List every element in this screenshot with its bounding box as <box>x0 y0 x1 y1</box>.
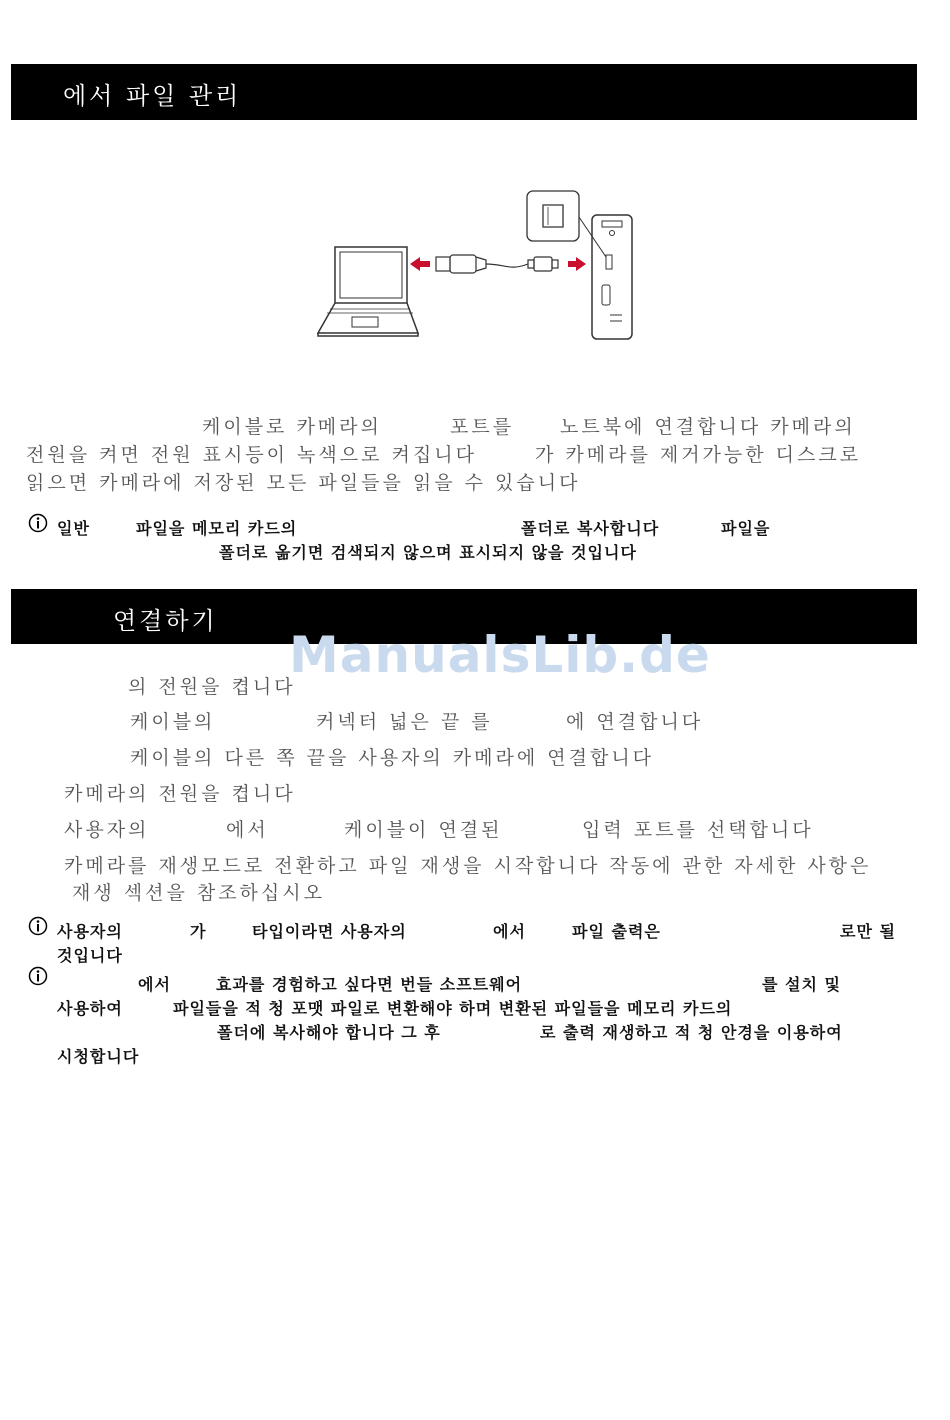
connection-illustration <box>310 185 650 345</box>
note1-line1-c: 폴더로 복사합니다 <box>521 519 660 538</box>
section-title: 연결하기 <box>113 607 218 635</box>
arrow-to-camera-icon <box>568 257 586 271</box>
step2-a: 케이블의 <box>130 711 216 733</box>
step2-b: 커넥터 넓은 끝 를 <box>316 711 493 733</box>
note1-line1-a: 일반 <box>57 519 90 538</box>
note2-line1-d: 에서 <box>493 922 526 941</box>
step5-a: 사용자의 <box>64 819 150 841</box>
note1-line2: 폴더로 옮기면 검색되지 않으며 표시되지 않을 것입니다 <box>219 543 637 562</box>
para1-line1-a: 케이블로 카메라의 <box>202 416 382 438</box>
step6-line2: 재생 섹션을 참조하십시오 <box>72 882 325 904</box>
step3: 케이블의 다른 쪽 끝을 사용자의 카메라에 연결합니다 <box>130 747 655 769</box>
section-header-file-management <box>11 64 917 120</box>
camera-icon <box>592 215 632 339</box>
port-detail-icon <box>527 191 606 257</box>
para1-line3: 읽으면 카메라에 저장된 모든 파일들을 읽을 수 있습니다 <box>26 472 581 494</box>
step5-b: 에서 <box>226 819 269 841</box>
note1-line1-b: 파일을 메모리 카드의 <box>136 519 298 538</box>
note3-line3-b: 로 출력 재생하고 적 청 안경을 이용하여 <box>540 1023 843 1042</box>
note2-line1-c: 타입이라면 사용자의 <box>252 922 407 941</box>
note3-line2-b: 파일들을 적 청 포맷 파일로 변환해야 하며 변환된 파일들을 메모리 카드의 <box>173 999 733 1018</box>
para1-line2-b: 가 카메라를 제거가능한 디스크로 <box>535 444 862 466</box>
step5-c: 케이블이 연결된 <box>344 819 503 841</box>
note3-line1-c: 를 설치 및 <box>762 975 841 994</box>
note2-line1-f: 로만 될 <box>840 922 896 941</box>
note2-line1-a: 사용자의 <box>57 922 123 941</box>
step2-c: 에 연결합니다 <box>566 711 704 733</box>
step5-d: 입력 포트를 선택합니다 <box>582 819 814 841</box>
note1-line1-d: 파일을 <box>721 519 771 538</box>
info-icon <box>28 916 48 936</box>
para1-line1-c: 노트북에 연결합니다 카메라의 <box>560 416 856 438</box>
section-title: 에서 파일 관리 <box>63 82 242 110</box>
para1-line2-a: 전원을 켜면 전원 표시등이 녹색으로 켜집니다 <box>26 444 477 466</box>
watermark: ManualsLib.de <box>289 626 711 684</box>
step1: 의 전원을 켭니다 <box>128 676 296 698</box>
note2-line1-e: 파일 출력은 <box>572 922 661 941</box>
note3-line1-a: 에서 <box>138 975 171 994</box>
laptop-icon <box>318 247 418 336</box>
note3-line2-a: 사용하여 <box>57 999 123 1018</box>
step4: 카메라의 전원을 켭니다 <box>64 783 296 805</box>
step6-line1: 카메라를 재생모드로 전환하고 파일 재생을 시작합니다 작동에 관한 자세한 사항은 <box>64 855 872 877</box>
usb-cable-icon <box>436 255 558 273</box>
info-icon <box>28 966 48 986</box>
note3-line1-b: 효과를 경험하고 싶다면 번들 소프트웨어 <box>216 975 523 994</box>
para1-line1-b: 포트를 <box>450 416 515 438</box>
note2-line2: 것입니다 <box>57 946 123 965</box>
arrow-to-laptop-icon <box>410 257 430 271</box>
note2-line1-b: 가 <box>190 922 207 941</box>
info-icon <box>28 513 48 533</box>
note3-line3-a: 폴더에 복사해야 합니다 그 후 <box>217 1023 441 1042</box>
note3-line4: 시청합니다 <box>57 1047 140 1066</box>
